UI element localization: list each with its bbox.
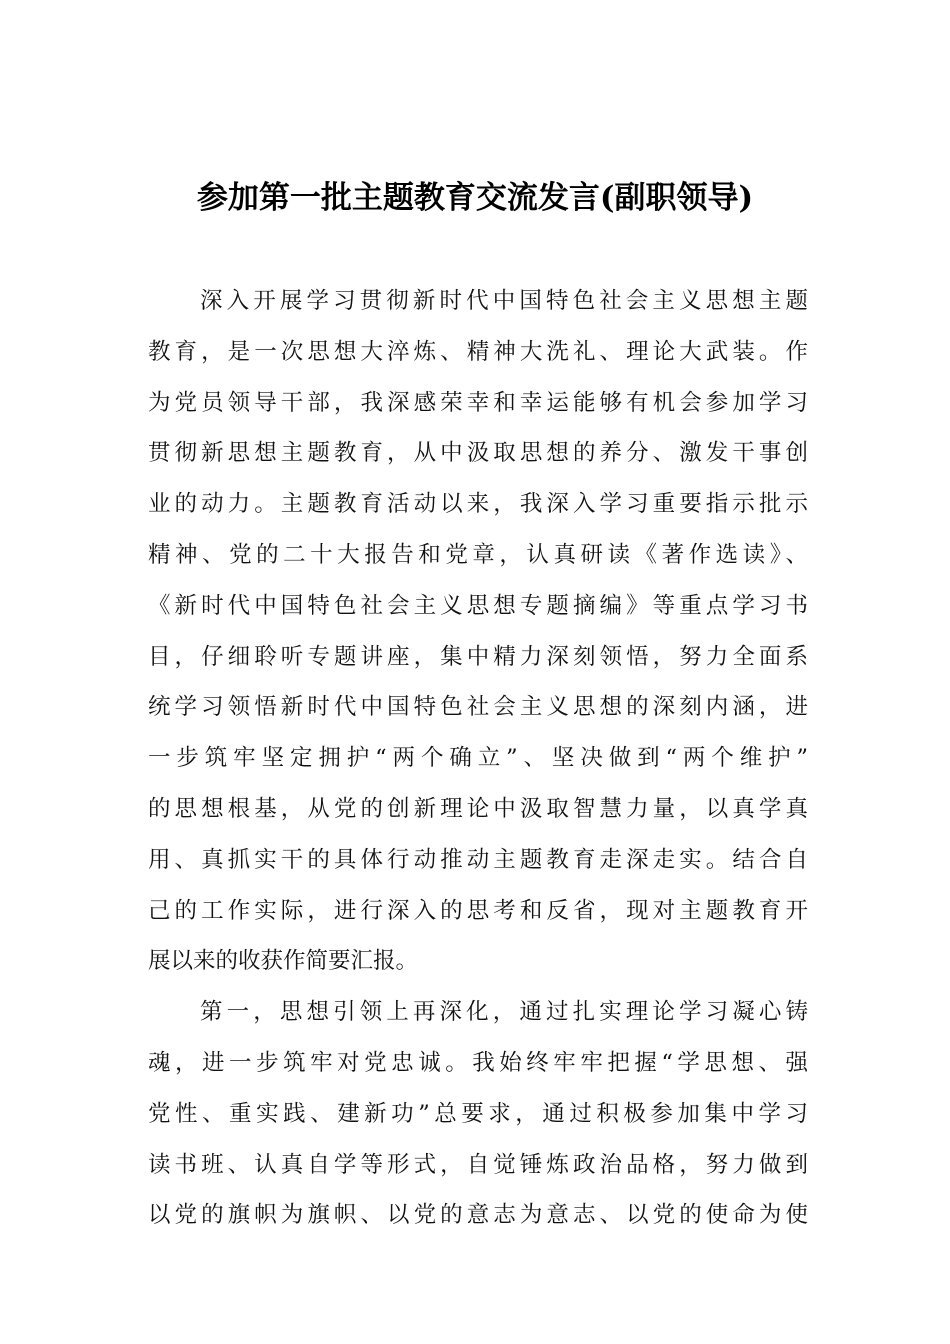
- text-line: 精神、党的二十大报告和党章，认真研读《著作选读》、: [148, 541, 808, 568]
- paragraph: [148, 987, 808, 1241]
- document-title: 参加第一批主题教育交流发言(副职领导): [196, 180, 754, 216]
- text-line: 展以来的收获作简要汇报。: [148, 948, 419, 975]
- paragraph: [148, 276, 808, 987]
- document-body: [148, 276, 808, 1241]
- text-line: 目，仔细聆听专题讲座，集中精力深刻领悟，努力全面系: [148, 643, 808, 670]
- text-line: 贯彻新思想主题教育，从中汲取思想的养分、激发干事创: [148, 440, 808, 467]
- text-line: 以党的旗帜为旗帜、以党的意志为意志、以党的使命为使: [148, 1202, 808, 1229]
- text-line: 一步筑牢坚定拥护“两个确立”、坚决做到“两个维护”: [148, 745, 808, 772]
- text-line: 业的动力。主题教育活动以来，我深入学习重要指示批示: [148, 491, 808, 518]
- text-line: 己的工作实际，进行深入的思考和反省，现对主题教育开: [148, 897, 808, 924]
- text-line: 教育，是一次思想大淬炼、精神大洗礼、理论大武装。作: [148, 338, 808, 365]
- text-line: 统学习领悟新时代中国特色社会主义思想的深刻内涵，进: [148, 694, 808, 721]
- text-line: 深入开展学习贯彻新时代中国特色社会主义思想主题: [200, 288, 808, 314]
- text-line: 读书班、认真自学等形式，自觉锤炼政治品格，努力做到: [148, 1151, 808, 1178]
- text-line: 为党员领导干部，我深感荣幸和幸运能够有机会参加学习: [148, 389, 808, 416]
- text-line: 《新时代中国特色社会主义思想专题摘编》等重点学习书: [148, 592, 808, 619]
- text-line: 魂，进一步筑牢对党忠诚。我始终牢牢把握“学思想、强: [148, 1049, 808, 1076]
- text-line: 第一，思想引领上再深化，通过扎实理论学习凝心铸: [200, 999, 808, 1026]
- text-line: 的思想根基，从党的创新理论中汲取智慧力量，以真学真: [148, 795, 808, 822]
- text-line: 用、真抓实干的具体行动推动主题教育走深走实。结合自: [148, 846, 808, 873]
- text-line: 党性、重实践、建新功”总要求，通过积极参加集中学习: [148, 1100, 808, 1127]
